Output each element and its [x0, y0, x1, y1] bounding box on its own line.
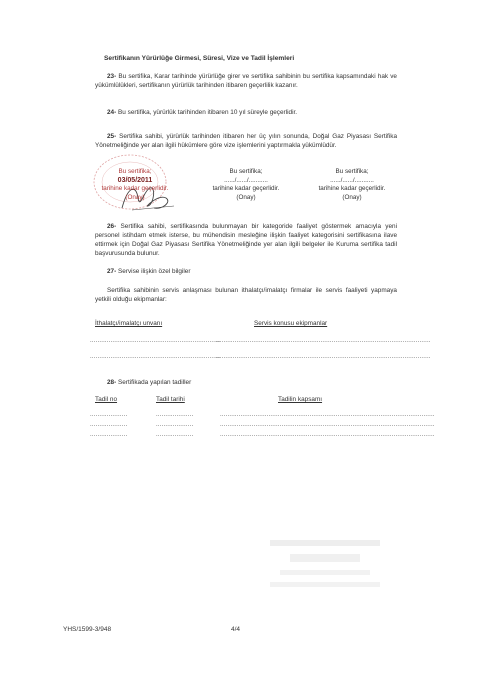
servis-header-equipment: Servis konusu ekipmanlar: [254, 320, 328, 327]
tadil-row-number: ....................: [90, 412, 128, 418]
paragraph-text: Sertifika sahibi, yürürlük tarihinden itibaren her üç yılın sonunda, Doğal Gaz Piyasası Sertifika Yönetmeliğinde yer alan ilgili hükümlere göre vize işlemlerini yaptırmakla yükümlüdür.: [95, 133, 397, 149]
paragraph-27-heading: [95, 267, 397, 276]
tadil-row-scope: ...................................................................................................................: [220, 432, 435, 438]
tadil-row-date: ....................: [156, 412, 194, 418]
vize-label: Bu sertifika;: [118, 168, 152, 175]
tadil-header-number: Tadil no: [95, 396, 118, 403]
servis-row-company: ......................................................................: [90, 354, 221, 360]
paragraph-28-heading: [95, 378, 397, 387]
section-title: Sertifikanın Yürürlüğe Girmesi, Süresi, Vize ve Tadil İşlemleri: [104, 55, 295, 62]
servis-header-company: İthalatçı/imalatçı unvanı: [95, 320, 163, 327]
paragraph-heading: Servise ilişkin özel bilgiler: [118, 268, 191, 275]
tadil-row-number: ....................: [90, 422, 128, 428]
servis-row-equipment: ...................................................................................................................: [216, 354, 431, 360]
vize-approval: (Onay): [236, 193, 256, 201]
paragraph-23: [95, 72, 397, 90]
vize-validity: tarihine kadar geçerlidir.: [318, 185, 386, 192]
vize-date: 03/05/2011: [117, 176, 153, 184]
paragraph-number: 27-: [107, 268, 117, 275]
paragraph-heading: Sertifikada yapılan tadiller: [118, 379, 192, 386]
paragraph-number: 23-: [107, 73, 117, 80]
vize-date: ....../....../...........: [330, 176, 374, 184]
paragraph-24: [95, 108, 397, 117]
servis-row-company: ......................................................................: [90, 338, 221, 344]
tadil-header-date: Tadil tarihi: [156, 396, 185, 403]
tadil-header-scope: Tadilin kapsamı: [278, 396, 323, 403]
vize-validity: tarihine kadar geçerlidir.: [212, 185, 280, 192]
vize-approval: (Onay): [125, 193, 145, 201]
vize-approval: (Onay): [342, 193, 362, 201]
document-reference: YHS/1599-3/948: [63, 626, 112, 633]
paragraph-text: Bu sertifika, Karar tarihinde yürürlüğe girer ve sertifika sahibinin bu sertifika kapsamındaki hak ve yükümlülükleri, sertifikanın yürürlük tarihinden itibaren geçerlilik kazanır.: [95, 73, 397, 89]
vize-column-3: [302, 168, 402, 202]
paragraph-number: 25-: [107, 133, 117, 140]
paragraph-text: Bu sertifika, yürürlük tarihinden itibaren 10 yıl süreyle geçerlidir.: [118, 109, 298, 116]
vize-label: Bu sertifika;: [335, 168, 369, 175]
paragraph-number: 28-: [107, 379, 117, 386]
page-number: 4/4: [231, 626, 241, 633]
vize-column-1: [90, 168, 180, 202]
paragraph-text: Sertifika sahibi, sertifikasında bulunmayan bir kategoride faaliyet göstermek amacıyla yeni personel istihdam etmek isterse, bu mühendisin mesleğine ilişkin faaliyet kategorisini sertifikasına ilave ettirmek için Doğal Gaz Piyasası Sertifika Yönetmeliğinde yer alan ilgili belgeler ile Kuruma sertifika tadil başvurusunda bulunur.: [95, 223, 397, 257]
servis-row-equipment: ...................................................................................................................: [216, 338, 431, 344]
vize-column-2: [196, 168, 296, 202]
tadil-row-number: ....................: [90, 432, 128, 438]
paragraph-number: 26-: [107, 223, 117, 230]
vize-date: ....../....../...........: [224, 176, 268, 184]
tadil-row-date: ....................: [156, 432, 194, 438]
paragraph-27-text: Sertifika sahibinin servis anlaşması bulunan ithalatçı/imalatçı firmalar ile servis faaliyeti yapmaya yetkili olduğu ekipmanlar:: [95, 287, 397, 303]
tadil-row-scope: ...................................................................................................................: [220, 412, 435, 418]
paragraph-26: [95, 222, 397, 258]
faint-watermark: [270, 540, 380, 600]
vize-validity: tarihine kadar geçerlidir.: [101, 185, 169, 192]
vize-label: Bu sertifika;: [229, 168, 263, 175]
tadil-row-date: ....................: [156, 422, 194, 428]
paragraph-number: 24-: [107, 109, 117, 116]
tadil-row-scope: ...................................................................................................................: [220, 422, 435, 428]
paragraph-25: [95, 132, 397, 150]
